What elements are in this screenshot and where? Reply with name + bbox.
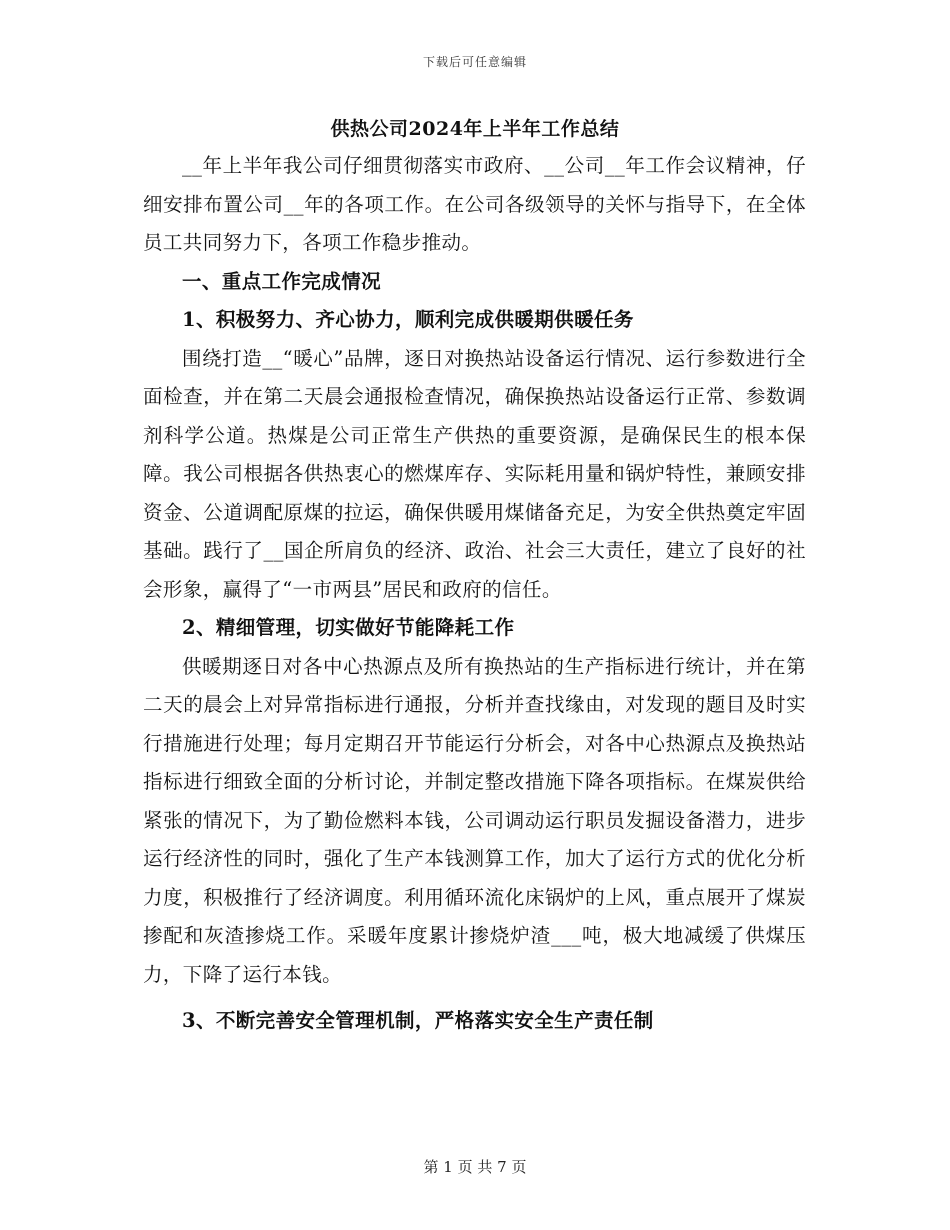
intro-paragraph: __年上半年我公司仔细贯彻落实市政府、__公司__年工作会议精神，仔细安排布置公司__年的各项工作。在公司各级领导的关怀与指导下，在全体员工共同努力下，各项工作稳步推动。 <box>143 154 806 254</box>
document-title: 供热公司2024年上半年工作总结 <box>330 118 620 140</box>
document-body <box>143 147 806 1041</box>
subsection-2-paragraph: 供暖期逐日对各中心热源点及所有换热站的生产指标进行统计，并在第二天的晨会上对异常指标进行通报，分析并查找缘由，对发现的题目及时实行措施进行处理；每月定期召开节能运行分析会，对各中心热源点及换热站指标进行细致全面的分析讨论，并制定整改措施下降各项指标。在煤炭供给紧张的情况下，为了勤俭燃料本钱，公司调动运行职员发掘设备潜力，进步运行经济性的同时，强化了生产本钱测算工作，加大了运行方式的优化分析力度，积极推行了经济调度。利用循环流化床锅炉的上风，重点展开了煤炭掺配和灰渣掺烧工作。采暖年度累计掺烧炉渣___吨，极大地减缓了供煤压力，下降了运行本钱。 <box>143 654 806 986</box>
subsection-1-paragraph: 围绕打造__“暖心”品牌，逐日对换热站设备运行情况、运行参数进行全面检查，并在第二天晨会通报检查情况，确保换热站设备运行正常、参数调剂科学公道。热煤是公司正常生产供热的重要资源，是确保民生的根本保障。我公司根据各供热衷心的燃煤库存、实际耗用量和锅炉特性，兼顾安排资金、公道调配原煤的拉运，确保供暖用煤储备充足，为安全供热奠定牢固基础。践行了__国企所肩负的经济、政治、社会三大责任，建立了良好的社会形象，赢得了“一市两县”居民和政府的信任。 <box>143 346 806 601</box>
header-note: 下载后可任意编辑 <box>422 55 527 69</box>
section-heading-1: 一、重点工作完成情况 <box>182 269 382 293</box>
subsection-heading-3: 3、不断完善安全管理机制，严格落实安全生产责任制 <box>182 1009 654 1032</box>
subsection-heading-2: 2、精细管理，切实做好节能降耗工作 <box>182 616 515 639</box>
subsection-heading-1: 1、积极努力、齐心协力，顺利完成供暖期供暖任务 <box>182 308 634 331</box>
page-footer: 第 1 页 共 7 页 <box>423 1158 527 1176</box>
